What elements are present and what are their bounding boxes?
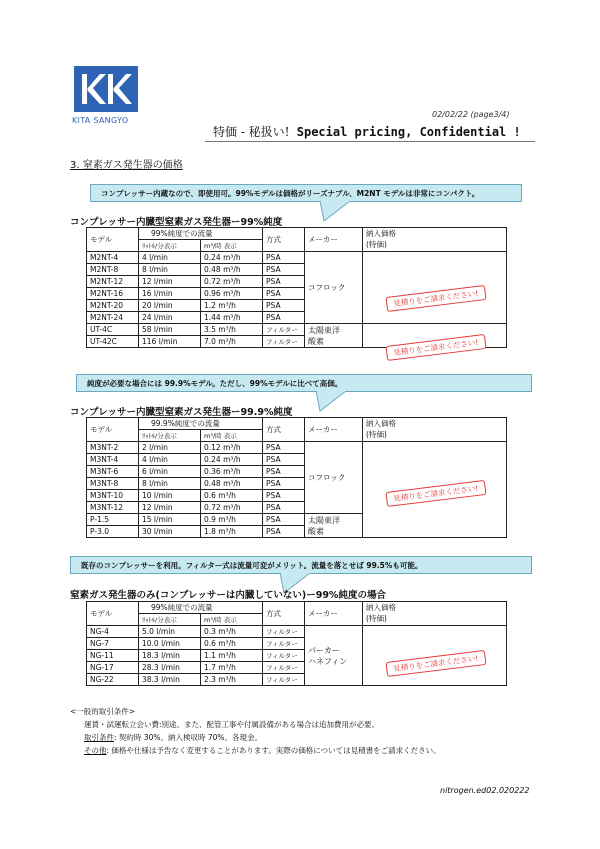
maker-cell: コフロック: [305, 252, 363, 324]
model-cell: M3NT-6: [87, 466, 139, 478]
quote-request-stamp: 見積りをご請求ください!: [385, 285, 486, 312]
m3h-cell: 0.72 m³/h: [201, 276, 263, 288]
callout-tail-icon: [316, 391, 356, 413]
method-cell: フィルター: [263, 650, 305, 662]
col-m3h-header: m³/時 表示: [201, 614, 263, 626]
table-row: [87, 442, 507, 454]
lpm-cell: 116 l/min: [139, 336, 201, 348]
lpm-cell: 8 l/min: [139, 264, 201, 276]
m3h-cell: 2.3 m³/h: [201, 674, 263, 686]
m3h-cell: 1.7 m³/h: [201, 662, 263, 674]
col-maker-header: メーカー: [305, 418, 363, 442]
maker-cell: [305, 514, 363, 538]
model-cell: M3NT-2: [87, 442, 139, 454]
kk-logo-icon: [74, 66, 138, 112]
lpm-cell: 4 l/min: [139, 454, 201, 466]
lpm-cell: 18.3 l/min: [139, 650, 201, 662]
method-cell: PSA: [263, 288, 305, 300]
col-lpm-header: ﾘｯﾄﾙ/分表示: [139, 614, 201, 626]
m3h-cell: 0.96 m³/h: [201, 288, 263, 300]
maker-line-2: 酸素: [308, 336, 325, 346]
lpm-cell: 58 l/min: [139, 324, 201, 336]
maker-line-2: 酸素: [308, 526, 325, 536]
price-sub-label: (特価): [366, 240, 387, 249]
maker-cell: コフロック: [305, 442, 363, 514]
method-cell: PSA: [263, 252, 305, 264]
method-cell: フィルター: [263, 324, 305, 336]
m3h-cell: 0.9 m³/h: [201, 514, 263, 526]
lpm-cell: 2 l/min: [139, 442, 201, 454]
model-cell: P-1.5: [87, 514, 139, 526]
maker-line-1: 太陽東洋: [308, 515, 341, 525]
lpm-cell: 28.3 l/min: [139, 662, 201, 674]
maker-line-1: 太陽東洋: [308, 325, 341, 335]
method-cell: フィルター: [263, 638, 305, 650]
price-table-1: [86, 227, 507, 348]
col-m3h-header: m³/時 表示: [201, 430, 263, 442]
quote-request-stamp: 見積りをご請求ください!: [385, 334, 486, 361]
m3h-cell: 0.24 m³/h: [201, 252, 263, 264]
price-cell: [363, 252, 507, 324]
price-label: 納入価格: [366, 603, 397, 612]
price-table-2: [86, 417, 507, 538]
col-price-header: [363, 228, 507, 252]
method-cell: PSA: [263, 264, 305, 276]
section-title: 3. 窒素ガス発生器の価格: [70, 160, 183, 171]
method-cell: PSA: [263, 478, 305, 490]
col-flow-header: 99%純度での流量: [139, 602, 263, 614]
m3h-cell: 0.24 m³/h: [201, 454, 263, 466]
model-cell: UT-4C: [87, 324, 139, 336]
lpm-cell: 4 l/min: [139, 252, 201, 264]
model-cell: NG-4: [87, 626, 139, 638]
table1-title: コンプレッサー内臓型窒素ガス発生器ー99%純度: [70, 217, 283, 228]
method-cell: フィルター: [263, 336, 305, 348]
method-cell: フィルター: [263, 662, 305, 674]
lpm-cell: 10.0 l/min: [139, 638, 201, 650]
model-cell: M2NT-20: [87, 300, 139, 312]
company-name: KITA SANGYO: [72, 116, 129, 125]
table-row: [87, 626, 507, 638]
model-cell: M2NT-12: [87, 276, 139, 288]
method-cell: PSA: [263, 454, 305, 466]
model-cell: M2NT-8: [87, 264, 139, 276]
m3h-cell: 0.48 m³/h: [201, 478, 263, 490]
company-logo: [74, 66, 138, 112]
callout-text: 既存のコンプレッサーを利用。フィルター式は流量可変がメリット。流量を落とせば 99.5%も可能。: [81, 561, 423, 570]
quote-request-stamp: 見積りをご請求ください!: [385, 650, 486, 677]
callout-block2: [76, 374, 532, 392]
col-flow-header: 99%純度での流量: [139, 228, 263, 240]
price-table-3: [86, 601, 507, 686]
lpm-cell: 16 l/min: [139, 288, 201, 300]
quote-request-stamp: 見積りをご請求ください!: [385, 480, 486, 507]
headline-en: Special pricing, Confidential !: [296, 125, 521, 139]
conditions-line-1: 運賃・試運転立会い費:別途。また、配管工事や付属設備がある場合は追加費用が必要。: [84, 720, 380, 729]
price-label: 納入価格: [366, 419, 397, 428]
method-cell: PSA: [263, 276, 305, 288]
method-cell: PSA: [263, 442, 305, 454]
method-cell: PSA: [263, 300, 305, 312]
model-cell: P-3.0: [87, 526, 139, 538]
m3h-cell: 1.44 m³/h: [201, 312, 263, 324]
col-maker-header: メーカー: [305, 602, 363, 626]
model-cell: M3NT-10: [87, 490, 139, 502]
headline-jp: 特価 - 秘扱い!: [213, 125, 290, 139]
conditions-line-3: [84, 745, 441, 756]
table-row: [87, 252, 507, 264]
col-model-header: モデル: [87, 602, 139, 626]
method-cell: PSA: [263, 466, 305, 478]
callout-block3: [70, 556, 532, 574]
m3h-cell: 0.48 m³/h: [201, 264, 263, 276]
lpm-cell: 12 l/min: [139, 502, 201, 514]
model-cell: NG-22: [87, 674, 139, 686]
m3h-cell: 0.72 m³/h: [201, 502, 263, 514]
price-label: 納入価格: [366, 229, 397, 238]
method-cell: PSA: [263, 514, 305, 526]
model-cell: M3NT-4: [87, 454, 139, 466]
model-cell: NG-17: [87, 662, 139, 674]
m3h-cell: 3.5 m³/h: [201, 324, 263, 336]
conditions-label: 取引条件: [84, 733, 114, 742]
method-cell: フィルター: [263, 626, 305, 638]
footer-filename: nitrogen.ed02.020222: [440, 786, 530, 795]
lpm-cell: 10 l/min: [139, 490, 201, 502]
model-cell: M2NT-16: [87, 288, 139, 300]
maker-line-1: パーカー: [308, 645, 340, 655]
maker-line-2: ハネフィン: [308, 656, 348, 666]
lpm-cell: 12 l/min: [139, 276, 201, 288]
method-cell: PSA: [263, 312, 305, 324]
lpm-cell: 8 l/min: [139, 478, 201, 490]
method-cell: PSA: [263, 502, 305, 514]
callout-tail-icon: [320, 201, 360, 223]
col-maker-header: メーカー: [305, 228, 363, 252]
m3h-cell: 1.2 m³/h: [201, 300, 263, 312]
col-lpm-header: ﾘｯﾄﾙ/分表示: [139, 240, 201, 252]
m3h-cell: 0.6 m³/h: [201, 638, 263, 650]
col-method-header: 方式: [263, 602, 305, 626]
m3h-cell: 7.0 m³/h: [201, 336, 263, 348]
col-model-header: モデル: [87, 418, 139, 442]
col-method-header: 方式: [263, 418, 305, 442]
table-row: [87, 324, 507, 336]
col-flow-header: 99.9%純度での流量: [139, 418, 263, 430]
col-model-header: モデル: [87, 228, 139, 252]
m3h-cell: 0.12 m³/h: [201, 442, 263, 454]
lpm-cell: 30 l/min: [139, 526, 201, 538]
m3h-cell: 1.1 m³/h: [201, 650, 263, 662]
col-m3h-header: m³/時 表示: [201, 240, 263, 252]
col-lpm-header: ﾘｯﾄﾙ/分表示: [139, 430, 201, 442]
conditions-line-2: [84, 732, 262, 743]
model-cell: M3NT-12: [87, 502, 139, 514]
callout-block1: [90, 184, 522, 202]
model-cell: M3NT-8: [87, 478, 139, 490]
m3h-cell: 1.8 m³/h: [201, 526, 263, 538]
lpm-cell: 6 l/min: [139, 466, 201, 478]
model-cell: M2NT-4: [87, 252, 139, 264]
method-cell: PSA: [263, 526, 305, 538]
page-headline: [213, 123, 521, 140]
conditions-text: : 契約時 30%、納入検収時 70%、各現金。: [114, 733, 263, 742]
maker-cell: [305, 626, 363, 686]
col-method-header: 方式: [263, 228, 305, 252]
lpm-cell: 15 l/min: [139, 514, 201, 526]
conditions-text: : 価格や仕様は予告なく変更することがあります。実際の価格については見積書をご請求ください。: [106, 746, 441, 755]
m3h-cell: 0.36 m³/h: [201, 466, 263, 478]
lpm-cell: 5.0 l/min: [139, 626, 201, 638]
lpm-cell: 38.3 l/min: [139, 674, 201, 686]
m3h-cell: 0.6 m³/h: [201, 490, 263, 502]
callout-text: コンプレッサー内蔵なので、即使用可。99%モデルは価格がリーズナブル、M2NT モデルは非常にコンパクト。: [101, 189, 480, 198]
lpm-cell: 20 l/min: [139, 300, 201, 312]
maker-cell: [305, 324, 363, 348]
col-price-header: [363, 418, 507, 442]
table3-title: 窒素ガス発生器のみ(コンプレッサーは内臓していない)ー99%純度の場合: [70, 590, 386, 601]
lpm-cell: 24 l/min: [139, 312, 201, 324]
col-price-header: [363, 602, 507, 626]
table2-title: コンプレッサー内臓型窒素ガス発生器ー99.9%純度: [70, 407, 293, 418]
price-sub-label: (特価): [366, 614, 387, 623]
m3h-cell: 0.3 m³/h: [201, 626, 263, 638]
model-cell: UT-42C: [87, 336, 139, 348]
model-cell: M2NT-24: [87, 312, 139, 324]
method-cell: フィルター: [263, 674, 305, 686]
model-cell: NG-7: [87, 638, 139, 650]
conditions-heading: <一般的取引条件>: [70, 707, 136, 716]
model-cell: NG-11: [87, 650, 139, 662]
callout-text: 純度が必要な場合には 99.9%モデル。ただし、99%モデルに比べて高価。: [87, 379, 343, 388]
price-sub-label: (特価): [366, 430, 387, 439]
page-date: 02/02/22 (page3/4): [432, 110, 510, 119]
method-cell: PSA: [263, 490, 305, 502]
header-divider: [205, 141, 535, 142]
conditions-label: その他: [84, 746, 107, 755]
